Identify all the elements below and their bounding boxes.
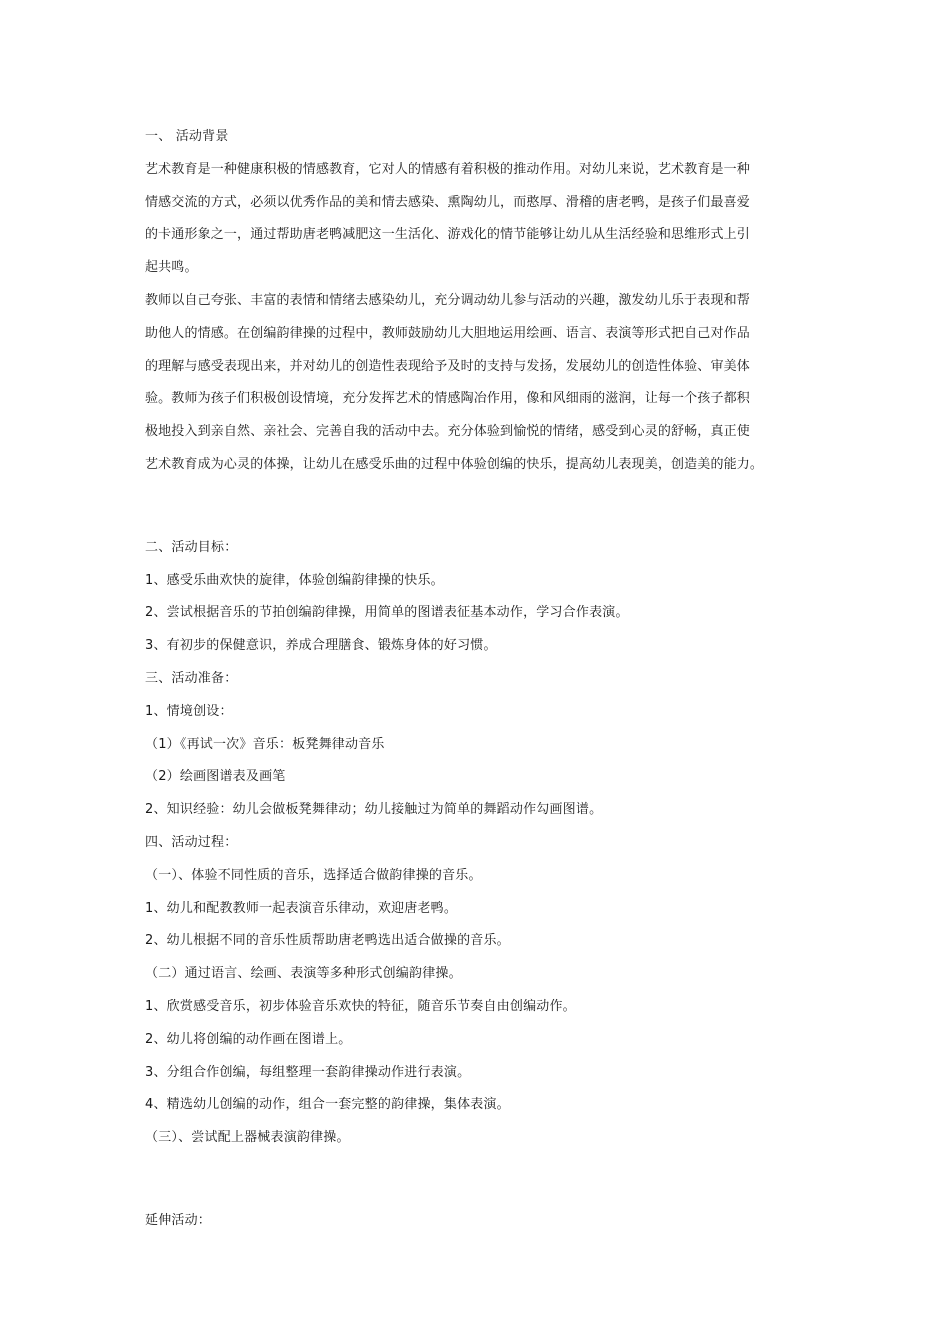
section-spacer: [145, 487, 825, 537]
list-item: 3、有初步的保健意识，养成合理膳食、锻炼身体的好习惯。: [145, 638, 497, 654]
list-item: 2、幼儿将创编的动作画在图谱上。: [145, 1031, 352, 1047]
paragraph-line: 助他人的情感。在创编韵律操的过程中，教师鼓励幼儿大胆地运用绘画、语言、表演等形式把自己对作品: [145, 325, 750, 341]
list-item: 3、分组合作创编，每组整理一套韵律操动作进行表演。: [145, 1064, 471, 1080]
section-heading-preparation: 三、活动准备：: [145, 670, 238, 686]
background-paragraph-1: [145, 159, 825, 290]
list-item: （三）、尝试配上器械表演韵律操。: [145, 1130, 350, 1146]
list-item: 1、欣赏感受音乐，初步体验音乐欢快的特征，随音乐节奏自由创编动作。: [145, 998, 576, 1014]
list-item: 1、情境创设：: [145, 703, 233, 719]
list-item: （2）绘画图谱表及画笔: [145, 769, 286, 785]
section-heading-process: 四、活动过程：: [145, 834, 238, 850]
paragraph-line: 的理解与感受表现出来，并对幼儿的创造性表现给予及时的支持与发扬，发展幼儿的创造性体验、审美体: [145, 358, 750, 374]
list-item: （1）《再试一次》音乐：板凳舞律动音乐: [145, 736, 385, 752]
paragraph-line: 起共鸣。: [145, 260, 198, 276]
list-item: （二）通过语言、绘画、表演等多种形式创编韵律操。: [145, 966, 462, 982]
list-item: 4、精选幼儿创编的动作，组合一套完整的韵律操，集体表演。: [145, 1097, 510, 1113]
paragraph-line: 极地投入到亲自然、亲社会、完善自我的活动中去。充分体验到愉悦的情绪，感受到心灵的舒畅，真正使: [145, 424, 750, 440]
paragraph-line: 教师以自己夸张、丰富的表情和情绪去感染幼儿，充分调动幼儿参与活动的兴趣，激发幼儿乐于表现和帮: [145, 292, 750, 308]
paragraph-line: 艺术教育成为心灵的体操，让幼儿在感受乐曲的过程中体验创编的快乐，提高幼儿表现美，创造美的能力。: [145, 456, 764, 472]
list-item: 1、感受乐曲欢快的旋律，体验创编韵律操的快乐。: [145, 572, 444, 588]
background-paragraph-2: [145, 290, 825, 487]
paragraph-line: 的卡通形象之一，通过帮助唐老鸭减肥这一生活化、游戏化的情节能够让幼儿从生活经验和思维形式上引: [145, 227, 750, 243]
list-item: 2、知识经验：幼儿会做板凳舞律动；幼儿接触过为简单的舞蹈动作勾画图谱。: [145, 802, 603, 818]
section-heading-background: 一、 活动背景: [145, 129, 229, 144]
section-spacer: [145, 1160, 825, 1210]
paragraph-line: 艺术教育是一种健康积极的情感教育，它对人的情感有着积极的推动作用。对幼儿来说，艺术教育是一种: [145, 161, 750, 177]
list-item: （一）、体验不同性质的音乐，选择适合做韵律操的音乐。: [145, 867, 482, 883]
list-item: 2、幼儿根据不同的音乐性质帮助唐老鸭选出适合做操的音乐。: [145, 933, 510, 949]
document-body: [145, 126, 825, 1243]
section-heading-extension: 延伸活动：: [145, 1212, 212, 1228]
list-item: 1、幼儿和配教教师一起表演音乐律动，欢迎唐老鸭。: [145, 900, 458, 916]
section-heading-goals: 二、活动目标：: [145, 539, 238, 555]
list-item: 2、尝试根据音乐的节拍创编韵律操，用简单的图谱表征基本动作，学习合作表演。: [145, 605, 629, 621]
paragraph-line: 验。教师为孩子们积极创设情境，充分发挥艺术的情感陶冶作用，像和风细雨的滋润，让每一个孩子都积: [145, 391, 750, 407]
paragraph-line: 情感交流的方式，必须以优秀作品的美和情去感染、熏陶幼儿，而憨厚、滑稽的唐老鸭，是孩子们最喜爱: [145, 194, 750, 210]
